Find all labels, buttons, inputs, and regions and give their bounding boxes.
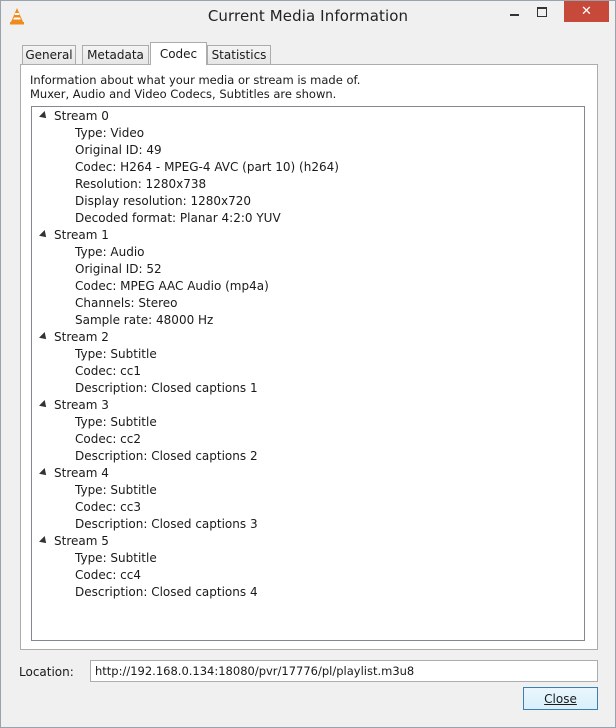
tree-property-item[interactable]: Codec: cc1 [75,364,142,378]
tree-property-item[interactable]: Type: Subtitle [75,551,157,565]
window-close-button[interactable] [564,1,609,22]
tree-property-item[interactable]: Description: Closed captions 1 [75,381,258,395]
expanded-arrow-icon[interactable] [39,332,49,342]
tree-property-item[interactable]: Channels: Stereo [75,296,178,310]
close-button-label: Close [544,691,577,706]
tree-property-item[interactable]: Codec: H264 - MPEG-4 AVC (part 10) (h264) [75,160,339,174]
tree-property-item[interactable]: Type: Subtitle [75,483,157,497]
stream-tree[interactable] [31,106,585,641]
tab-general[interactable]: General [22,45,76,64]
tree-stream-node[interactable] [32,227,584,244]
tree-property-item[interactable]: Description: Closed captions 2 [75,449,258,463]
stream-label: Stream 2 [54,330,109,344]
tree-property-item[interactable]: Description: Closed captions 4 [75,585,258,599]
window-title: Current Media Information [207,7,409,25]
close-button[interactable] [523,687,598,710]
tree-property-item[interactable]: Codec: MPEG AAC Audio (mp4a) [75,279,269,293]
tree-property-item[interactable]: Sample rate: 48000 Hz [75,313,214,327]
location-field[interactable] [90,660,598,682]
maximize-icon [537,7,547,17]
stream-label: Stream 4 [54,466,109,480]
tree-property-item[interactable]: Type: Video [75,126,145,140]
tree-stream-node[interactable] [32,397,584,414]
minimize-icon [510,14,519,16]
title-bar[interactable] [1,1,615,32]
tree-property-item[interactable]: Codec: cc4 [75,568,142,582]
tree-property-item[interactable]: Original ID: 52 [75,262,162,276]
tree-property-item[interactable]: Codec: cc2 [75,432,142,446]
info-line-1: Information about what your media or stream is made of. [30,73,361,87]
expanded-arrow-icon[interactable] [39,468,49,478]
tree-stream-node[interactable] [32,533,584,550]
tab-codec[interactable]: Codec [150,42,207,65]
close-icon: ✕ [581,4,592,19]
info-line-2: Muxer, Audio and Video Codecs, Subtitles are shown. [30,87,337,101]
tree-property-item[interactable]: Resolution: 1280x738 [75,177,207,191]
expanded-arrow-icon[interactable] [39,400,49,410]
minimize-button[interactable] [501,1,528,22]
stream-label: Stream 0 [54,109,109,123]
expanded-arrow-icon[interactable] [39,111,49,121]
expanded-arrow-icon[interactable] [39,536,49,546]
tree-stream-node[interactable] [32,329,584,346]
tree-property-item[interactable]: Original ID: 49 [75,143,162,157]
maximize-button[interactable] [528,1,555,22]
tree-property-item[interactable]: Codec: cc3 [75,500,142,514]
tree-property-item[interactable]: Type: Audio [75,245,145,259]
tree-property-item[interactable]: Type: Subtitle [75,415,157,429]
tree-stream-node[interactable] [32,465,584,482]
stream-label: Stream 3 [54,398,109,412]
tree-property-item[interactable]: Type: Subtitle [75,347,157,361]
tree-property-item[interactable]: Display resolution: 1280x720 [75,194,252,208]
tab-metadata[interactable]: Metadata [82,45,149,64]
tab-statistics[interactable]: Statistics [207,45,271,64]
tree-property-item[interactable]: Description: Closed captions 3 [75,517,258,531]
codec-info-text [30,73,360,101]
stream-label: Stream 5 [54,534,109,548]
tree-property-item[interactable]: Decoded format: Planar 4:2:0 YUV [75,211,281,225]
tree-stream-node[interactable] [32,108,584,125]
location-label: Location: [19,665,74,679]
expanded-arrow-icon[interactable] [39,230,49,240]
stream-label: Stream 1 [54,228,109,242]
